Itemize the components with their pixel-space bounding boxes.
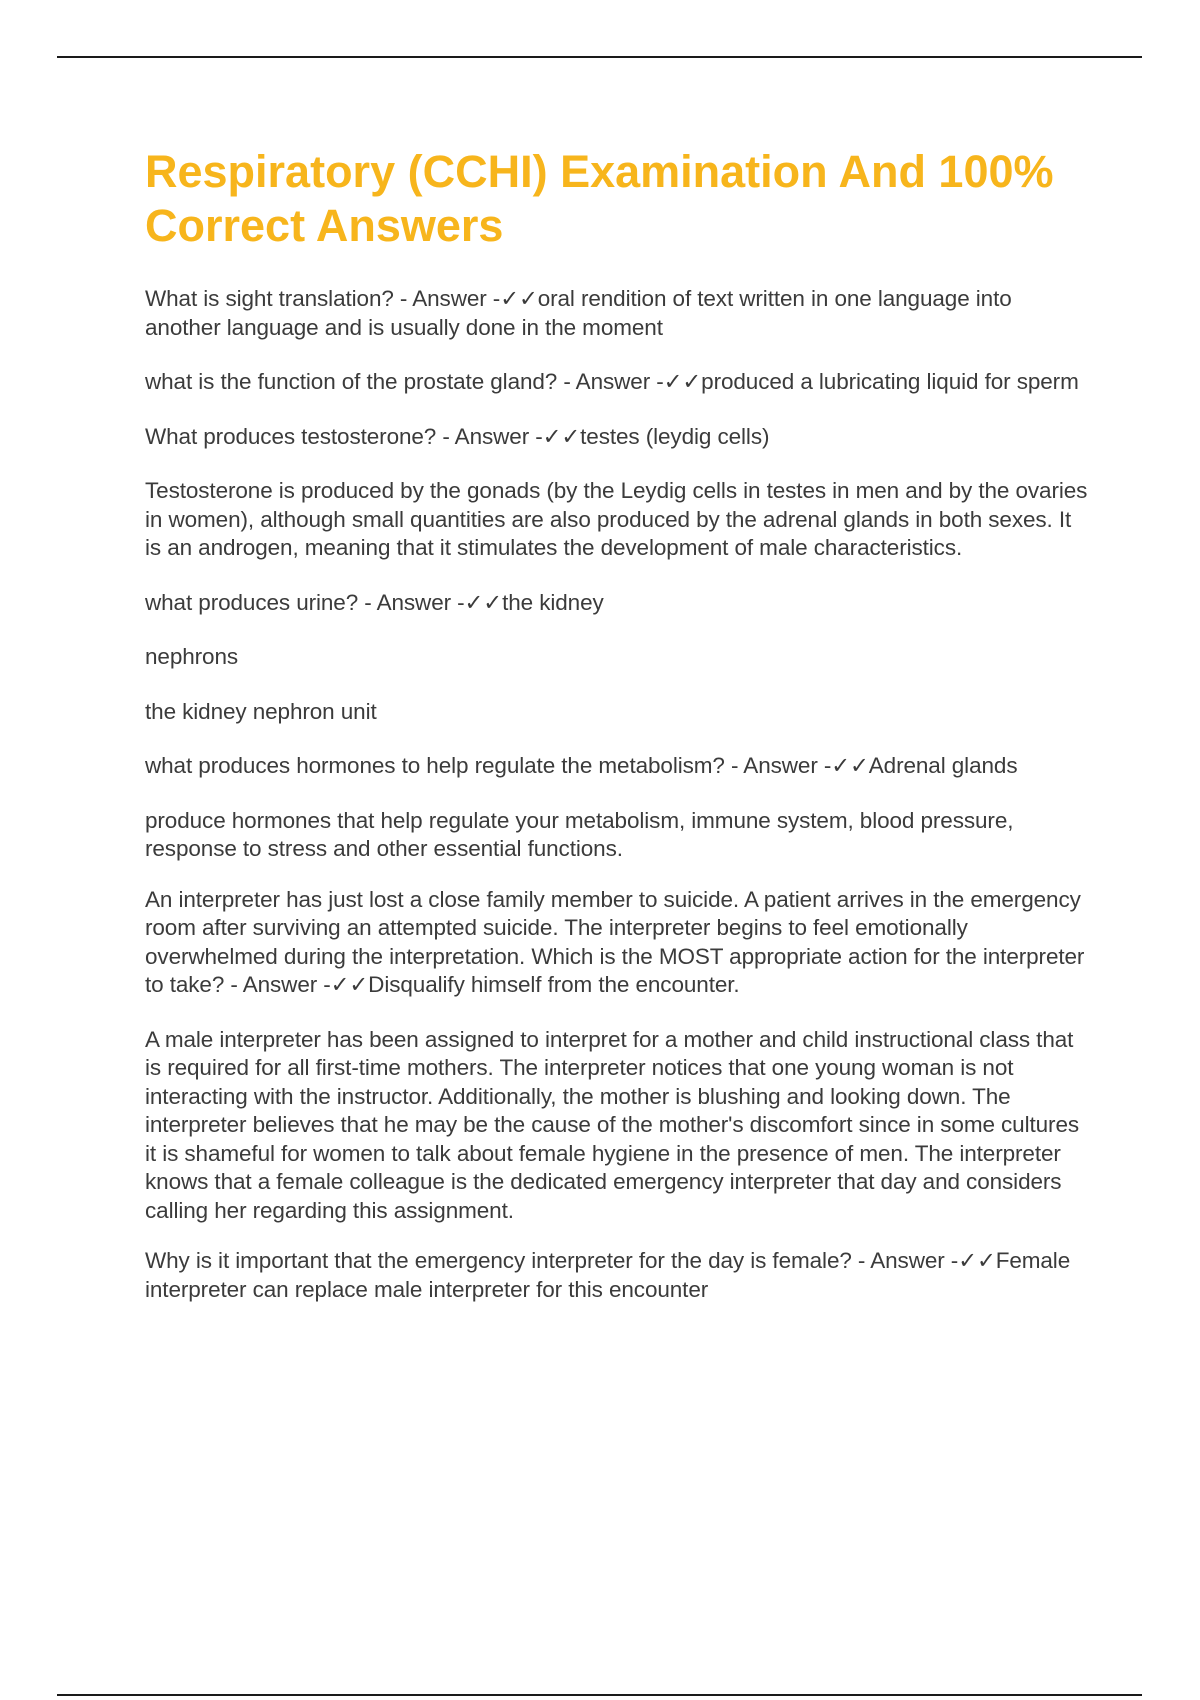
qa-sight-translation: What is sight translation? - Answer -✓✓oral rendition of text written in one language into another language and is usually done in the moment xyxy=(145,286,1012,340)
footer-rule xyxy=(57,1694,1142,1696)
qa-testosterone: What produces testosterone? - Answer -✓✓testes (leydig cells) xyxy=(145,423,770,449)
note-nephron-unit: the kidney nephron unit xyxy=(145,698,377,724)
qa-metabolism-hormones: what produces hormones to help regulate the metabolism? - Answer -✓✓Adrenal glands xyxy=(145,753,1018,778)
document-title: Respiratory (CCHI) Examination And 100% Correct Answers xyxy=(145,146,1054,251)
scenario-male-interpreter: A male interpreter has been assigned to interpret for a mother and child instructional class that is required for all first-time mothers. The interpreter notices that one young woman is not interacting with the instructor. Additionally, the mother is blushing and looking down. The interpreter believes that he may be the cause of the mother's discomfort since in some cultures it is shameful for women to talk about female hygiene in the presence of men. The interpreter knows that a female colleague is the dedicated emergency interpreter that day and considers calling her regarding this assignment. xyxy=(145,1026,1080,1223)
note-nephrons: nephrons xyxy=(145,644,239,669)
qa-interpreter-suicide: An interpreter has just lost a close family member to suicide. A patient arrives in the emergency room after surviving an attempted suicide. The interpreter begins to feel emotionally overwhelmed during the interpretation. Which is the MOST appropriate action for the interpreter to take? - Answer -✓✓Disqualify himself from the encounter. xyxy=(145,886,1085,997)
header-rule xyxy=(57,56,1142,58)
qa-urine: what produces urine? - Answer -✓✓the kidney xyxy=(145,589,604,615)
qa-prostate-gland: what is the function of the prostate gland? - Answer -✓✓produced a lubricating liquid for sperm xyxy=(145,369,1079,394)
document-page xyxy=(145,145,1090,1330)
testosterone-explanation: Testosterone is produced by the gonads (by the Leydig cells in testes in men and by the ovaries in women), although small quantities are also produced by the adrenal glands in both sexes. It is an androgen, meaning that it stimulates the development of male characteristics. xyxy=(145,478,1088,560)
adrenal-explanation: produce hormones that help regulate your metabolism, immune system, blood pressure, response to stress and other essential functions. xyxy=(145,807,1014,861)
qa-female-interpreter: Why is it important that the emergency interpreter for the day is female? - Answer -✓✓Female interpreter can replace male interpreter for this encounter xyxy=(145,1248,1071,1302)
